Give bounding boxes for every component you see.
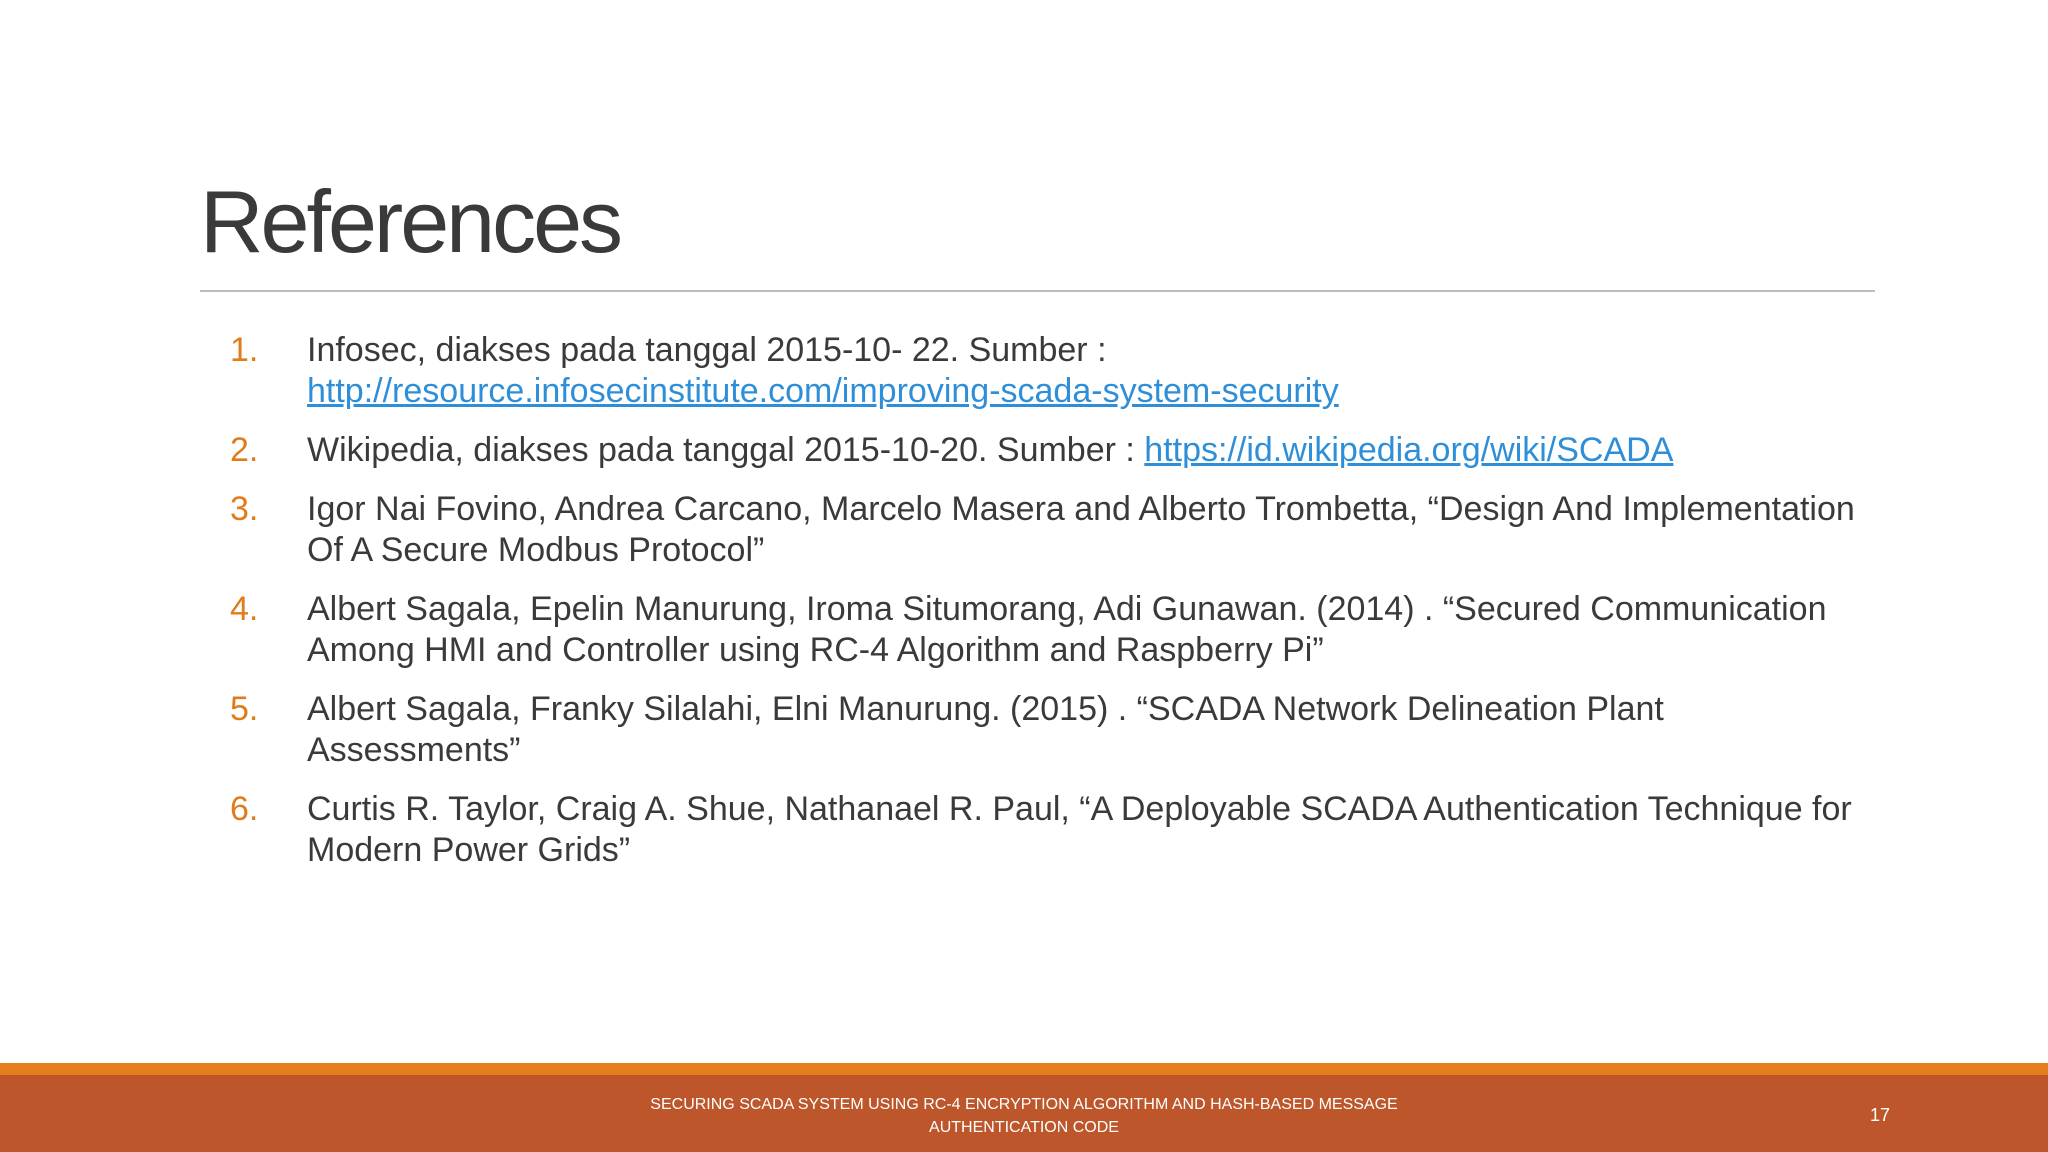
page-number: 17: [1869, 1105, 1890, 1125]
reference-number: 6.: [230, 790, 259, 828]
reference-item-3: [230, 489, 1870, 571]
reference-item-5: [230, 689, 1870, 771]
reference-body: [307, 330, 1870, 412]
footer-accent-stripe: [0, 1063, 2048, 1075]
reference-text: Curtis R. Taylor, Craig A. Shue, Nathanael R. Paul, “A Deployable SCADA Authentication Technique for Modern Power Grids”: [307, 790, 1852, 869]
slide-title: References: [200, 172, 621, 271]
reference-item-2: [230, 430, 1870, 471]
reference-text: Wikipedia, diakses pada tanggal 2015-10-20. Sumber :: [307, 431, 1135, 469]
reference-text: Albert Sagala, Epelin Manurung, Iroma Situmorang, Adi Gunawan. (2014) . “Secured Communication Among HMI and Controller using RC-4 Algorithm and Raspberry Pi”: [307, 590, 1827, 669]
reference-link-infosec[interactable]: http://resource.infosecinstitute.com/improving-scada-system-security: [307, 372, 1339, 410]
footer-band: [0, 1075, 2048, 1152]
reference-item-1: [230, 330, 1870, 412]
reference-text: Albert Sagala, Franky Silalahi, Elni Manurung. (2015) . “SCADA Network Delineation Plant Assessments”: [307, 690, 1664, 769]
reference-text: Infosec, diakses pada tanggal 2015-10- 22. Sumber :: [307, 331, 1107, 369]
reference-text: Igor Nai Fovino, Andrea Carcano, Marcelo Masera and Alberto Trombetta, “Design And Implementation Of A Secure Modbus Protocol”: [307, 490, 1855, 569]
footer-title: [620, 1093, 1428, 1139]
references-list: [230, 330, 1870, 889]
title-divider: [200, 290, 1875, 292]
reference-number: 1.: [230, 331, 259, 369]
reference-number: 4.: [230, 590, 259, 628]
footer-title-line1: SECURING SCADA SYSTEM USING RC-4 ENCRYPTION ALGORITHM AND HASH-BASED MESSAGE: [650, 1096, 1398, 1113]
reference-item-4: [230, 589, 1870, 671]
reference-link-wikipedia[interactable]: https://id.wikipedia.org/wiki/SCADA: [1144, 431, 1674, 469]
reference-number: 2.: [230, 431, 259, 469]
reference-number: 3.: [230, 490, 259, 528]
reference-number: 5.: [230, 690, 259, 728]
reference-body: [307, 430, 1870, 471]
footer-title-line2: AUTHENTICATION CODE: [929, 1119, 1119, 1136]
reference-item-6: [230, 789, 1870, 871]
